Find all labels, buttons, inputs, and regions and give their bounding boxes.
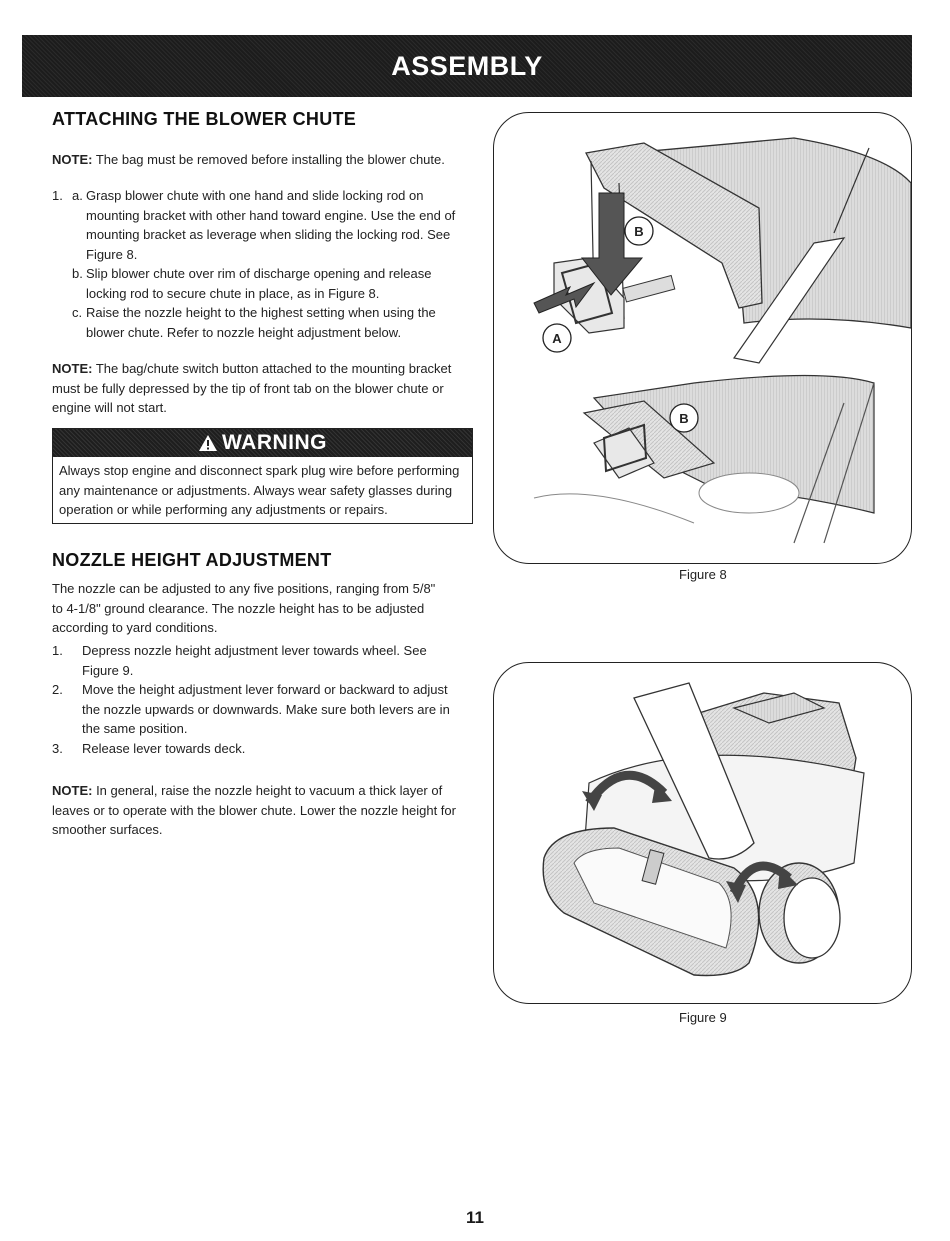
- attaching-blower-chute-heading: ATTACHING THE BLOWER CHUTE: [52, 109, 357, 129]
- step-line: Move the height adjustment lever forward or backward to adjust: [82, 682, 448, 697]
- figure-8-caption: Figure 8: [679, 567, 727, 582]
- section-header-bar: [22, 35, 912, 97]
- step-a-line: Grasp blower chute with one hand and slide locking rod on: [86, 188, 424, 203]
- intro-line: The nozzle can be adjusted to any five positions, ranging from 5/8": [52, 581, 436, 596]
- warning-title: WARNING: [222, 431, 327, 454]
- callout-a-label: A: [552, 331, 562, 346]
- note-bag-removed: [52, 150, 445, 170]
- note-label: NOTE:: [52, 152, 93, 167]
- figure-8-frame: [493, 112, 912, 564]
- nozzle-intro: [52, 579, 482, 638]
- callout-b2-label: B: [679, 411, 689, 426]
- nozzle-height-heading: NOZZLE HEIGHT ADJUSTMENT: [52, 550, 332, 570]
- warning-box: [52, 428, 473, 524]
- step-c-line: blower chute. Refer to nozzle height adjustment below.: [86, 324, 402, 340]
- nozzle-steps: [52, 641, 482, 758]
- nozzle-step-3: [52, 739, 482, 759]
- note-nozzle-height: [52, 781, 482, 840]
- step-c-line: Raise the nozzle height to the highest setting when using the: [86, 305, 436, 320]
- note-switch-button: [52, 359, 482, 418]
- figure-9-frame: [493, 662, 912, 1004]
- step-number: 1.: [52, 643, 63, 658]
- note-label: NOTE:: [52, 361, 93, 376]
- step-letter: c.: [72, 305, 83, 320]
- step-line: the nozzle upwards or downwards. Make sure both levers are in: [82, 701, 450, 717]
- warning-line: any maintenance or adjustments. Always wear safety glasses during: [59, 482, 453, 498]
- step-letter: a.: [72, 188, 83, 203]
- step-line: Depress nozzle height adjustment lever towards wheel. See: [82, 643, 427, 658]
- warning-text: [53, 457, 472, 523]
- callout-b-label: B: [634, 224, 644, 239]
- intro-line: to 4-1/8" ground clearance. The nozzle height has to be adjusted: [52, 600, 425, 616]
- warning-line: operation or while performing any adjustments or repairs.: [59, 502, 388, 517]
- step-a-line: mounting bracket with other hand toward engine. Use the end of: [86, 207, 456, 223]
- note-line: must be fully depressed by the tip of front tab on the blower chute or: [52, 380, 444, 396]
- note-line: The bag/chute switch button attached to the mounting bracket: [92, 361, 452, 376]
- step-line: Figure 9.: [82, 662, 134, 678]
- step-line: Release lever towards deck.: [82, 740, 246, 756]
- figure-8-illustration: [494, 113, 911, 563]
- step-letter: b.: [72, 266, 83, 281]
- step-number: 1.: [52, 188, 63, 203]
- step-line: the same position.: [82, 721, 188, 736]
- figure-9-illustration: [494, 663, 911, 1003]
- figure-9-caption: Figure 9: [679, 1010, 727, 1025]
- step-a: [52, 186, 482, 264]
- note-line: smoother surfaces.: [52, 822, 163, 837]
- blower-chute-steps: [52, 186, 482, 342]
- note-text: The bag must be removed before installing the blower chute.: [92, 152, 445, 167]
- note-line: leaves or to operate with the blower chute. Lower the nozzle height for: [52, 802, 456, 818]
- note-line: engine will not start.: [52, 400, 167, 415]
- step-c: [52, 303, 482, 342]
- note-label: NOTE:: [52, 783, 93, 798]
- warning-triangle-icon: [198, 434, 218, 452]
- step-b-line: Slip blower chute over rim of discharge opening and release: [86, 266, 432, 281]
- section-header-title: ASSEMBLY: [391, 50, 543, 81]
- intro-line: according to yard conditions.: [52, 620, 218, 635]
- page-number: 11: [466, 1208, 484, 1227]
- nozzle-step-2: [52, 680, 482, 739]
- warning-line: Always stop engine and disconnect spark plug wire before performing: [59, 463, 460, 478]
- step-number: 2.: [52, 682, 63, 697]
- step-number: 3.: [52, 740, 63, 756]
- step-a-line: mounting bracket as leverage when sliding the locking rod. See: [86, 227, 451, 242]
- step-a-line: Figure 8.: [86, 246, 138, 262]
- nozzle-step-1: [52, 641, 482, 680]
- warning-header: [53, 429, 472, 457]
- step-b-line: locking rod to secure chute in place, as in Figure 8.: [86, 285, 380, 301]
- step-b: [52, 264, 482, 303]
- note-line: In general, raise the nozzle height to vacuum a thick layer of: [92, 783, 443, 798]
